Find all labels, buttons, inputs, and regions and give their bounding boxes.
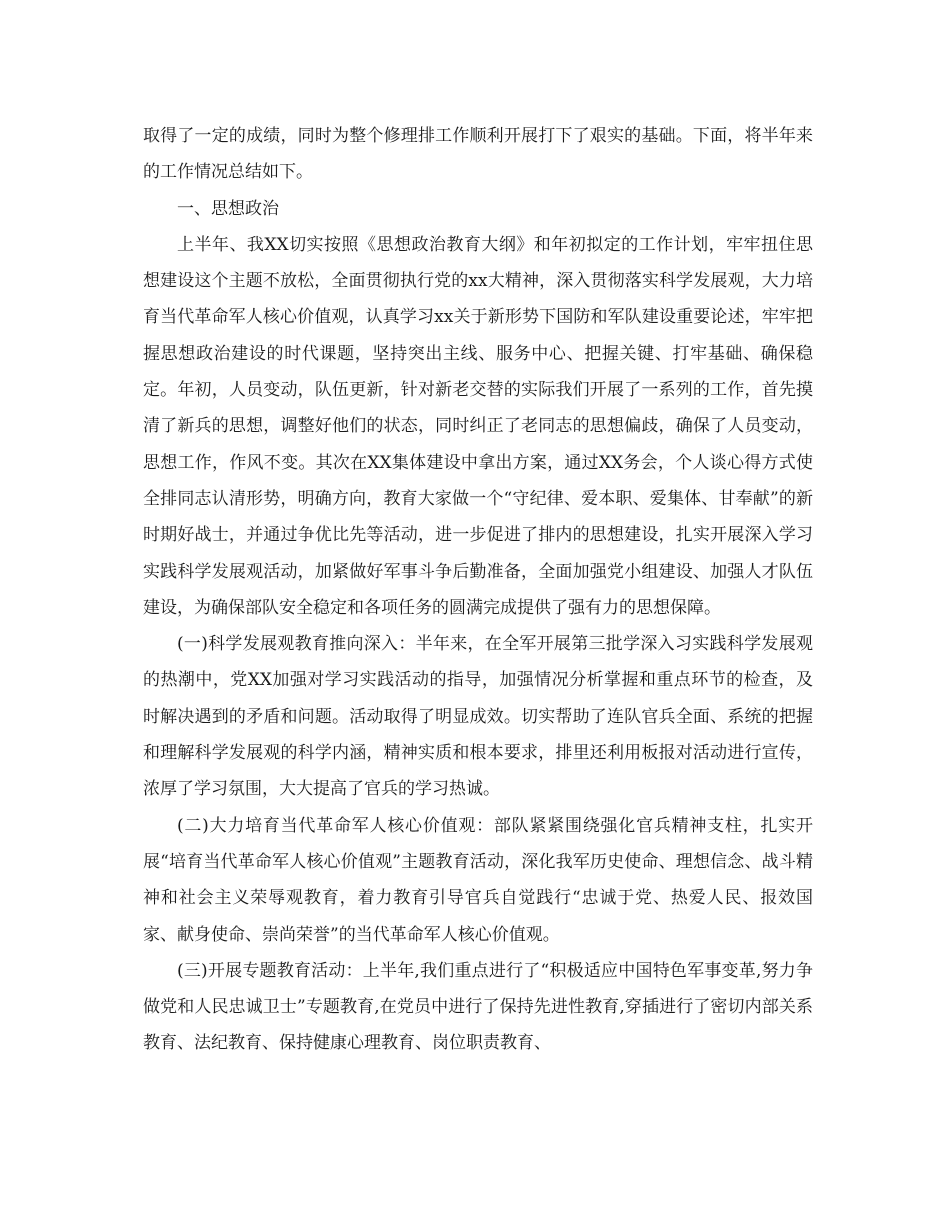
paragraph-core-values: (二)大力培育当代革命军人核心价值观：部队紧紧围绕强化官兵精神支柱，扎实开展“培育当代革命军人核心价值观”主题教育活动，深化我军历史使命、理想信念、战斗精神和社会主义荣辱观教育，着力教育引导官兵自觉践行“忠诚于党、热爱人民、报效国家、献身使命、崇尚荣誉”的当代革命军人核心价值观。 — [143, 815, 813, 945]
section-heading-ideology-politics: 一、思想政治 — [177, 198, 279, 219]
paragraph-scientific-development: (一)科学发展观教育推向深入：半年来，在全军开展第三批学深入习实践科学发展观的热潮中，党XX加强对学习实践活动的指导，加强情况分析掌握和重点环节的检查，及时解决遇到的矛盾和问题。活动取得了明显成效。切实帮助了连队官兵全面、系统的把握和理解科学发展观的科学内涵，精神实质和根本要求，排里还利用板报对活动进行宣传，浓厚了学习氛围，大大提高了官兵的学习热诚。 — [143, 634, 813, 800]
paragraph-ideology-overview: 上半年、我XX切实按照《思想政治教育大纲》和年初拟定的工作计划，牢牢扭住思想建设这个主题不放松，全面贯彻执行党的xx大精神，深入贯彻落实科学发展观，大力培育当代革命军人核心价值观，认真学习xx关于新形势下国防和军队建设重要论述，牢牢把握思想政治建设的时代课题，坚持突出主线、服务中心、把握关键、打牢基础、确保稳定。年初，人员变动，队伍更新，针对新老交替的实际我们开展了一系列的工作，首先摸清了新兵的思想，调整好他们的状态，同时纠正了老同志的思想偏歧，确保了人员变动，思想工作，作风不变。其次在XX集体建设中拿出方案，通过XX务会，个人谈心得方式使全排同志认清形势，明确方向，教育大家做一个“守纪律、爱本职、爱集体、甘奉献”的新时期好战士，并通过争优比先等活动，进一步促进了排内的思想建设，扎实开展深入学习实践科学发展观活动，加紧做好军事斗争后勤准备，全面加强党小组建设、加强人才队伍建设，为确保部队安全稳定和各项任务的圆满完成提供了强有力的思想保障。 — [143, 234, 813, 618]
paragraph-intro-continuation: 取得了一定的成绩，同时为整个修理排工作顺利开展打下了艰实的基础。下面，将半年来的工作情况总结如下。 — [143, 126, 813, 183]
paragraph-special-education: (三)开展专题教育活动：上半年,我们重点进行了“积极适应中国特色军事变革,努力争做党和人民忠诚卫士”专题教育,在党员中进行了保持先进性教育,穿插进行了密切内部关系教育、法纪教育、保持健康心理教育、岗位职责教育、 — [143, 960, 813, 1054]
document-body — [143, 118, 813, 1062]
